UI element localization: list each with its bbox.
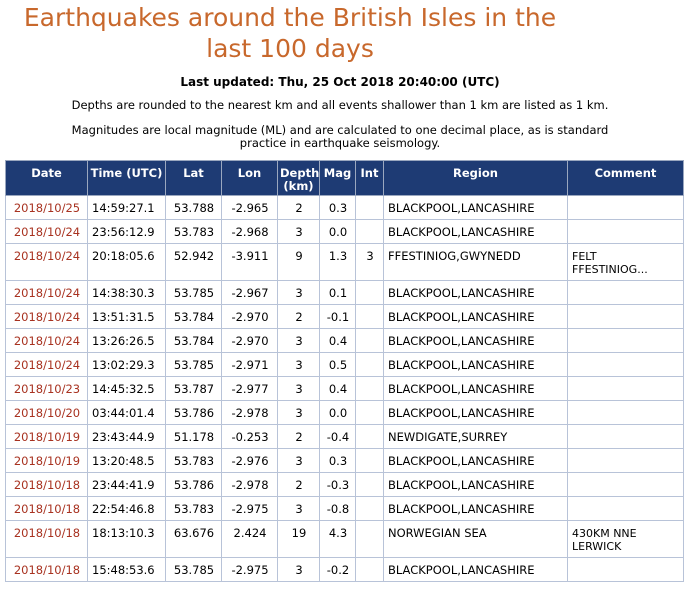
intensity-cell — [356, 401, 384, 425]
comment-cell — [568, 449, 684, 473]
time-cell: 20:18:05.6 — [88, 244, 166, 281]
time-cell: 03:44:01.4 — [88, 401, 166, 425]
depth-cell: 3 — [278, 449, 320, 473]
intensity-cell — [356, 305, 384, 329]
table-row — [6, 329, 684, 353]
magnitude-cell: 0.4 — [320, 329, 356, 353]
comment-cell — [568, 220, 684, 244]
intensity-cell — [356, 353, 384, 377]
lat-cell: 53.783 — [166, 497, 222, 521]
table-body — [6, 196, 684, 582]
comment-cell — [568, 401, 684, 425]
comment-cell — [568, 558, 684, 582]
lon-cell: -2.975 — [222, 497, 278, 521]
lat-cell: 53.787 — [166, 377, 222, 401]
magnitude-cell: 4.3 — [320, 521, 356, 558]
lat-cell: 53.783 — [166, 220, 222, 244]
region-cell: BLACKPOOL,LANCASHIRE — [384, 497, 568, 521]
header-depth-line1: Depth — [280, 166, 320, 180]
depth-cell: 3 — [278, 329, 320, 353]
header-mag[interactable]: Mag — [320, 161, 356, 196]
region-cell: BLACKPOOL,LANCASHIRE — [384, 196, 568, 220]
region-cell: BLACKPOOL,LANCASHIRE — [384, 377, 568, 401]
depth-cell: 19 — [278, 521, 320, 558]
table-row — [6, 353, 684, 377]
table-row — [6, 449, 684, 473]
region-cell: BLACKPOOL,LANCASHIRE — [384, 401, 568, 425]
magnitude-cell: -0.4 — [320, 425, 356, 449]
intensity-cell — [356, 196, 384, 220]
table-row — [6, 196, 684, 220]
time-cell: 14:59:27.1 — [88, 196, 166, 220]
date-link[interactable]: 2018/10/20 — [6, 401, 88, 425]
region-cell: BLACKPOOL,LANCASHIRE — [384, 353, 568, 377]
depth-cell: 3 — [278, 353, 320, 377]
time-cell: 18:13:10.3 — [88, 521, 166, 558]
lon-cell: -2.968 — [222, 220, 278, 244]
comment-cell — [568, 281, 684, 305]
date-link[interactable]: 2018/10/25 — [6, 196, 88, 220]
region-cell: NORWEGIAN SEA — [384, 521, 568, 558]
region-cell: BLACKPOOL,LANCASHIRE — [384, 329, 568, 353]
header-region[interactable]: Region — [384, 161, 568, 196]
time-cell: 22:54:46.8 — [88, 497, 166, 521]
intensity-cell — [356, 473, 384, 497]
lon-cell: 2.424 — [222, 521, 278, 558]
lat-cell: 53.786 — [166, 473, 222, 497]
comment-cell — [568, 377, 684, 401]
page-title-line1: Earthquakes around the British Isles in the — [23, 3, 557, 32]
region-cell: BLACKPOOL,LANCASHIRE — [384, 305, 568, 329]
time-cell: 23:56:12.9 — [88, 220, 166, 244]
lat-cell: 53.784 — [166, 305, 222, 329]
date-link[interactable]: 2018/10/23 — [6, 377, 88, 401]
comment-cell — [568, 353, 684, 377]
table-row — [6, 425, 684, 449]
region-cell: BLACKPOOL,LANCASHIRE — [384, 281, 568, 305]
comment-cell — [568, 196, 684, 220]
intensity-cell — [356, 281, 384, 305]
intensity-cell — [356, 329, 384, 353]
table-row — [6, 220, 684, 244]
magnitude-cell: -0.3 — [320, 473, 356, 497]
lon-cell: -0.253 — [222, 425, 278, 449]
depth-cell: 3 — [278, 281, 320, 305]
lon-cell: -2.978 — [222, 473, 278, 497]
lon-cell: -2.967 — [222, 281, 278, 305]
lon-cell: -2.978 — [222, 401, 278, 425]
table-row — [6, 305, 684, 329]
lon-cell: -2.975 — [222, 558, 278, 582]
date-link[interactable]: 2018/10/24 — [6, 353, 88, 377]
header-comment[interactable]: Comment — [568, 161, 684, 196]
date-link[interactable]: 2018/10/24 — [6, 281, 88, 305]
region-cell: NEWDIGATE,SURREY — [384, 425, 568, 449]
date-link[interactable]: 2018/10/18 — [6, 497, 88, 521]
region-cell: BLACKPOOL,LANCASHIRE — [384, 449, 568, 473]
time-cell: 13:02:29.3 — [88, 353, 166, 377]
magnitude-cell: 0.5 — [320, 353, 356, 377]
table-row — [6, 558, 684, 582]
lat-cell: 53.786 — [166, 401, 222, 425]
intensity-cell — [356, 425, 384, 449]
comment-cell — [568, 425, 684, 449]
lon-cell: -2.970 — [222, 305, 278, 329]
magnitude-cell: 0.0 — [320, 401, 356, 425]
intensity-cell — [356, 497, 384, 521]
date-link[interactable]: 2018/10/24 — [6, 329, 88, 353]
header-depth-line2: (km) — [283, 179, 314, 193]
depth-cell: 2 — [278, 425, 320, 449]
intensity-cell: 3 — [356, 244, 384, 281]
lon-cell: -2.970 — [222, 329, 278, 353]
page-title-line2: last 100 days — [206, 34, 374, 63]
header-lon[interactable]: Lon — [222, 161, 278, 196]
header-date[interactable]: Date — [6, 161, 88, 196]
depth-cell: 9 — [278, 244, 320, 281]
table-row — [6, 473, 684, 497]
last-updated: Last updated: Thu, 25 Oct 2018 20:40:00 (UTC) — [180, 75, 500, 89]
page-title — [0, 2, 580, 64]
magnitude-cell: 0.0 — [320, 220, 356, 244]
magnitude-cell: 1.3 — [320, 244, 356, 281]
lat-cell: 53.788 — [166, 196, 222, 220]
time-cell: 13:51:31.5 — [88, 305, 166, 329]
lon-cell: -3.911 — [222, 244, 278, 281]
header-time[interactable]: Time (UTC) — [88, 161, 166, 196]
magnitude-cell: -0.2 — [320, 558, 356, 582]
depth-note: Depths are rounded to the nearest km and all events shallower than 1 km are listed as 1 km. — [71, 98, 609, 112]
time-cell: 14:45:32.5 — [88, 377, 166, 401]
time-cell: 15:48:53.6 — [88, 558, 166, 582]
lon-cell: -2.976 — [222, 449, 278, 473]
depth-cell: 2 — [278, 196, 320, 220]
depth-cell: 3 — [278, 220, 320, 244]
date-link[interactable]: 2018/10/19 — [6, 425, 88, 449]
comment-cell — [568, 473, 684, 497]
magnitude-cell: 0.1 — [320, 281, 356, 305]
time-cell: 14:38:30.3 — [88, 281, 166, 305]
depth-cell: 3 — [278, 558, 320, 582]
depth-cell: 2 — [278, 305, 320, 329]
date-link[interactable]: 2018/10/24 — [6, 244, 88, 281]
region-cell: BLACKPOOL,LANCASHIRE — [384, 473, 568, 497]
lon-cell: -2.965 — [222, 196, 278, 220]
table-row — [6, 401, 684, 425]
magnitude-cell: -0.1 — [320, 305, 356, 329]
table-row — [6, 377, 684, 401]
comment-line1: FELT — [572, 250, 597, 263]
comment-line2: LERWICK — [572, 540, 622, 553]
intensity-cell — [356, 449, 384, 473]
date-link[interactable]: 2018/10/24 — [6, 220, 88, 244]
region-cell: BLACKPOOL,LANCASHIRE — [384, 220, 568, 244]
intensity-cell — [356, 377, 384, 401]
intensity-cell — [356, 220, 384, 244]
lat-cell: 53.785 — [166, 353, 222, 377]
time-cell: 23:43:44.9 — [88, 425, 166, 449]
comment-cell — [568, 497, 684, 521]
lat-cell: 52.942 — [166, 244, 222, 281]
comment-cell — [568, 329, 684, 353]
table-header-row — [6, 161, 684, 196]
comment-cell — [568, 521, 684, 558]
date-link[interactable]: 2018/10/24 — [6, 305, 88, 329]
header-depth[interactable] — [278, 161, 320, 196]
lat-cell: 53.785 — [166, 281, 222, 305]
comment-line2: FFESTINIOG... — [572, 263, 648, 276]
time-cell: 13:26:26.5 — [88, 329, 166, 353]
earthquake-table — [5, 160, 684, 582]
region-cell: FFESTINIOG,GWYNEDD — [384, 244, 568, 281]
depth-cell: 3 — [278, 377, 320, 401]
lat-cell: 53.783 — [166, 449, 222, 473]
depth-cell: 3 — [278, 401, 320, 425]
intensity-cell — [356, 521, 384, 558]
comment-cell — [568, 305, 684, 329]
table-row — [6, 244, 684, 281]
date-link[interactable]: 2018/10/18 — [6, 558, 88, 582]
depth-cell: 2 — [278, 473, 320, 497]
lat-cell: 51.178 — [166, 425, 222, 449]
lat-cell: 53.784 — [166, 329, 222, 353]
table-row — [6, 521, 684, 558]
date-link[interactable]: 2018/10/18 — [6, 473, 88, 497]
comment-cell — [568, 244, 684, 281]
date-link[interactable]: 2018/10/19 — [6, 449, 88, 473]
table-row — [6, 281, 684, 305]
magnitude-cell: 0.3 — [320, 196, 356, 220]
time-cell: 13:20:48.5 — [88, 449, 166, 473]
depth-cell: 3 — [278, 497, 320, 521]
comment-line1: 430KM NNE — [572, 527, 637, 540]
magnitude-note-line1: Magnitudes are local magnitude (ML) and are calculated to one decimal place, as is standard — [71, 123, 609, 137]
magnitude-cell: 0.4 — [320, 377, 356, 401]
table-row — [6, 497, 684, 521]
lon-cell: -2.971 — [222, 353, 278, 377]
magnitude-cell: 0.3 — [320, 449, 356, 473]
header-int[interactable]: Int — [356, 161, 384, 196]
time-cell: 23:44:41.9 — [88, 473, 166, 497]
lat-cell: 63.676 — [166, 521, 222, 558]
lat-cell: 53.785 — [166, 558, 222, 582]
magnitude-note — [0, 124, 680, 150]
date-link[interactable]: 2018/10/18 — [6, 521, 88, 558]
intensity-cell — [356, 558, 384, 582]
magnitude-cell: -0.8 — [320, 497, 356, 521]
lon-cell: -2.977 — [222, 377, 278, 401]
header-lat[interactable]: Lat — [166, 161, 222, 196]
magnitude-note-line2: practice in earthquake seismology. — [239, 136, 441, 150]
region-cell: BLACKPOOL,LANCASHIRE — [384, 558, 568, 582]
